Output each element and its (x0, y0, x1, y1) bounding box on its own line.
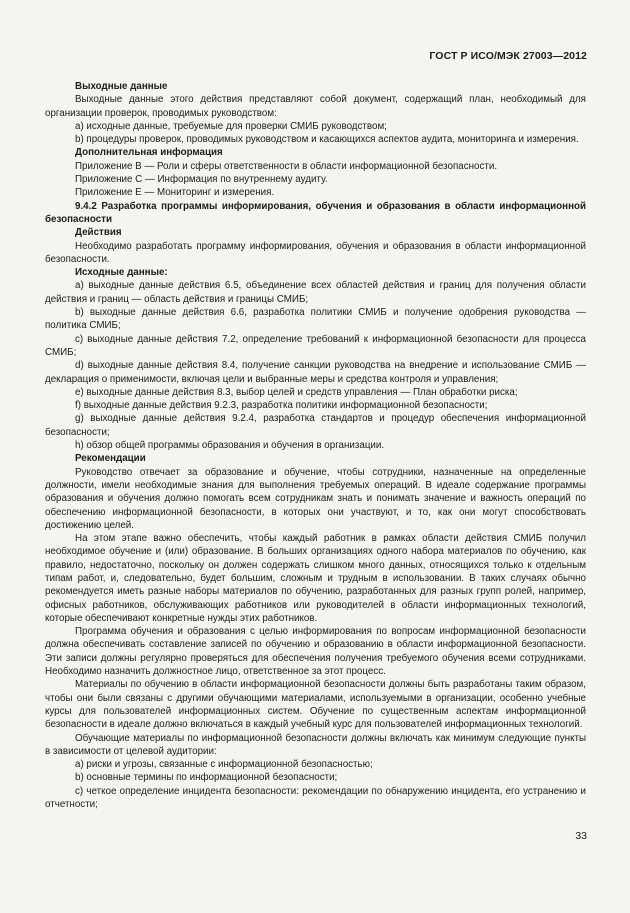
paragraph: f) выходные данные действия 9.2.3, разработка политики информационной безопасности; (75, 400, 488, 412)
paragraph: Материалы по обучению в области информационной безопасности должны быть разработаны таким образом, чтобы они были связаны с другими обучающими материалами, используемыми в организации, особенно учебные курсы для пользователей информационных систем. Обучение по существенным аспектам информационной безопасности в идеале должно включаться в каждый учебный курс для пользователей информационных технологий. (45, 679, 586, 731)
subheading: Выходные данные (75, 81, 168, 92)
paragraph: Руководство отвечает за образование и обучение, чтобы сотрудники, назначенные на определенные должности, имели необходимые знания для выполнения требуемых операций. В идеале содержание программы образования и обучения должно помогать всем сотрудникам знать и понимать значение и важность операций по обеспечению информационной безопасности, в которых они участвуют, и то, как они могут способствовать достижению целей. (45, 466, 586, 531)
paragraph: Необходимо разработать программу информирования, обучения и образования в области информационной безопасности. (45, 240, 586, 265)
paragraph: На этом этапе важно обеспечить, чтобы каждый работник в рамках области действия СМИБ получил необходимое обучение и (или) образование. В больших организациях одного набора материалов по обучению, как правило, недостаточно, поскольку он должен содержать слишком много данных, относящихся только к отдельным типам работ, и, следовательно, будет большим, сложным и трудным в использовании. В таких случаях обычно рекомендуется иметь разные наборы материалов по обучению, разработанных для разных групп ролей, например, офисных работников, обслуживающих работников или руководителей в области информационных технологий, которые обеспечивают конкретные нужды этих работников. (45, 533, 586, 624)
paragraph: Выходные данные этого действия представляют собой документ, содержащий план, необходимый для организации проверок, проводимых руководством: (45, 94, 586, 119)
subheading: Дополнительная информация (75, 147, 223, 159)
paragraph: а) риски и угрозы, связанные с информационной безопасностью; (75, 759, 373, 771)
paragraph: b) процедуры проверок, проводимых руководством и касающихся аспектов аудита, мониторинга и измерения. (75, 134, 579, 146)
paragraph: Приложение С — Информация по внутреннему аудиту. (75, 174, 328, 186)
paragraph: Обучающие материалы по информационной безопасности должны включать как минимум следующие пункты в зависимости от целевой аудитории: (45, 732, 586, 757)
subheading: Исходные данные: (75, 267, 168, 279)
paragraph: b) выходные данные действия 6.6, разработка политики СМИБ и получение одобрения руководства — политика СМИБ; (45, 307, 586, 332)
paragraph: а) выходные данные действия 6.5, объединение всех областей действия и границ для получения области действия и границ — область действия и границы СМИБ; (45, 280, 586, 305)
paragraph: с) выходные данные действия 7.2, определение требований к информационной безопасности для процесса СМИБ; (45, 333, 586, 358)
document-header: ГОСТ Р ИСО/МЭК 27003—2012 (429, 50, 587, 62)
paragraph: g) выходные данные действия 9.2.4, разработка стандартов и процедур обеспечения информационной безопасности; (45, 413, 586, 438)
document-body (45, 80, 586, 811)
subheading: Действия (75, 227, 122, 239)
paragraph: h) обзор общей программы образования и обучения в организации. (75, 440, 385, 452)
page-number: 33 (575, 830, 587, 842)
paragraph: с) четкое определение инцидента безопасности: рекомендации по обнаружению инцидента, его устранению и отчетности; (45, 785, 586, 811)
paragraph: а) исходные данные, требуемые для проверки СМИБ руководством; (75, 120, 387, 132)
paragraph: b) основные термины по информационной безопасности; (75, 772, 338, 784)
paragraph: Приложение Е — Мониторинг и измерения. (75, 187, 275, 199)
paragraph: е) выходные данные действия 8.3, выбор целей и средств управления — План обработки риска; (75, 386, 518, 398)
paragraph: Приложение В — Роли и сферы ответственности в области информационной безопасности. (75, 160, 498, 172)
paragraph: Программа обучения и образования с целью информирования по вопросам информационной безопасности должна обеспечивать составление записей по обучению и образованию в области информационной безопасности. Эти записи должны регулярно проверяться для обеспечения получения требуемого обучения всеми сотрудниками. Необходимо назначить должностное лицо, ответственное за этот процесс. (45, 626, 586, 678)
subheading: Рекомендации (75, 453, 146, 465)
section-heading: 9.4.2 Разработка программы информирования, обучения и образования в области информационной безопасности (45, 200, 586, 225)
paragraph: d) выходные данные действия 8.4, получение санкции руководства на внедрение и использование СМИБ — декларация о применимости, включая цели и выбранные меры и средства контроля и управления; (45, 360, 586, 385)
